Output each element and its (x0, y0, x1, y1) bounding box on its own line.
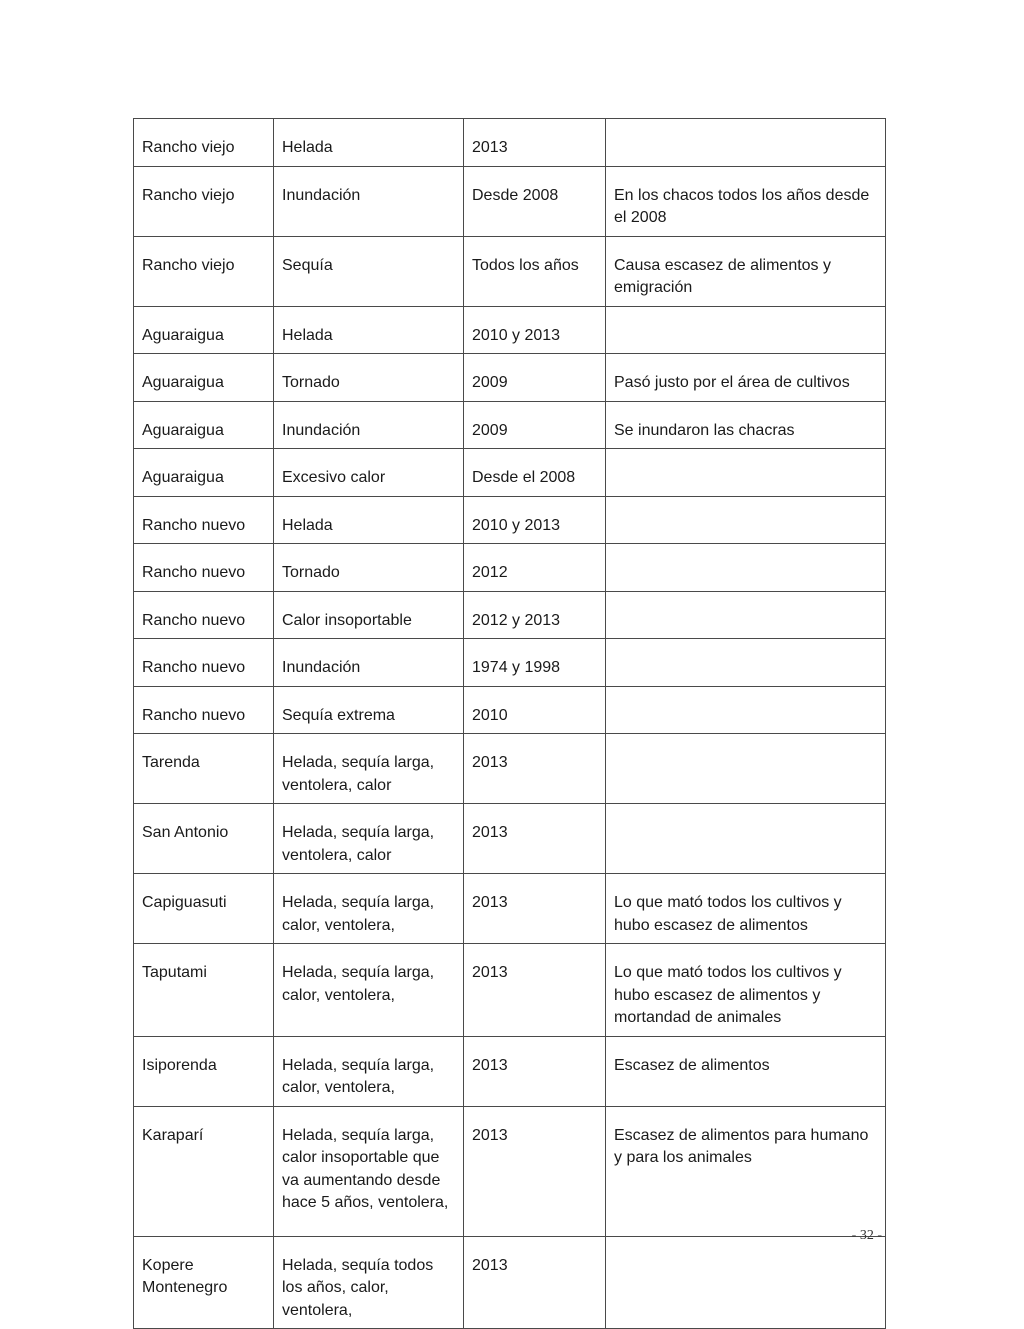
year-cell: 2013 (464, 874, 606, 944)
table-row (134, 401, 886, 449)
climate-events-table (133, 118, 886, 1329)
event-cell: Helada, sequía larga, ventolera, calor (274, 734, 464, 804)
event-cell: Helada, sequía larga, calor, ventolera, (274, 874, 464, 944)
event-cell: Helada (274, 306, 464, 354)
impact-cell (606, 734, 886, 804)
year-cell: 2013 (464, 119, 606, 167)
impact-cell (606, 804, 886, 874)
event-cell: Helada, sequía larga, calor, ventolera, (274, 1036, 464, 1106)
table-row (134, 686, 886, 734)
year-cell: 2009 (464, 354, 606, 402)
table-row (134, 544, 886, 592)
event-cell: Sequía (274, 236, 464, 306)
event-cell: Sequía extrema (274, 686, 464, 734)
impact-cell: Escasez de alimentos para humano y para los animales (606, 1106, 886, 1236)
table-row (134, 944, 886, 1037)
event-cell: Tornado (274, 354, 464, 402)
impact-cell: Escasez de alimentos (606, 1036, 886, 1106)
community-cell: Rancho viejo (134, 119, 274, 167)
community-cell: Aguaraigua (134, 354, 274, 402)
event-cell: Helada (274, 496, 464, 544)
table-row (134, 639, 886, 687)
event-cell: Excesivo calor (274, 449, 464, 497)
year-cell: 2012 (464, 544, 606, 592)
table-row (134, 449, 886, 497)
impact-cell: Causa escasez de alimentos y emigración (606, 236, 886, 306)
table-row (134, 1036, 886, 1106)
year-cell: 2013 (464, 804, 606, 874)
community-cell: Isiporenda (134, 1036, 274, 1106)
impact-cell: Lo que mató todos los cultivos y hubo escasez de alimentos y mortandad de animales (606, 944, 886, 1037)
event-cell: Helada, sequía larga, calor insoportable que va aumentando desde hace 5 años, ventolera, (274, 1106, 464, 1236)
year-cell: Todos los años (464, 236, 606, 306)
table-row (134, 874, 886, 944)
event-cell: Tornado (274, 544, 464, 592)
community-cell: San Antonio (134, 804, 274, 874)
table-row (134, 306, 886, 354)
table-row (134, 236, 886, 306)
table-row (134, 804, 886, 874)
table-row (134, 496, 886, 544)
impact-cell (606, 496, 886, 544)
community-cell: Aguaraigua (134, 449, 274, 497)
community-cell: Rancho viejo (134, 166, 274, 236)
year-cell: 2009 (464, 401, 606, 449)
page-number: - 32 - (851, 1228, 882, 1243)
impact-cell (606, 639, 886, 687)
year-cell: 2012 y 2013 (464, 591, 606, 639)
community-cell: Rancho nuevo (134, 591, 274, 639)
table-row (134, 734, 886, 804)
year-cell: 2013 (464, 1236, 606, 1329)
impact-cell: Pasó justo por el área de cultivos (606, 354, 886, 402)
community-cell: Rancho nuevo (134, 496, 274, 544)
community-cell: Rancho nuevo (134, 686, 274, 734)
year-cell: 2013 (464, 1036, 606, 1106)
table-row (134, 354, 886, 402)
community-cell: Rancho viejo (134, 236, 274, 306)
year-cell: 2013 (464, 944, 606, 1037)
event-cell: Helada, sequía todos los años, calor, ventolera, (274, 1236, 464, 1329)
year-cell: 2013 (464, 1106, 606, 1236)
event-cell: Helada, sequía larga, ventolera, calor (274, 804, 464, 874)
impact-cell (606, 306, 886, 354)
community-cell: Aguaraigua (134, 306, 274, 354)
table-row (134, 119, 886, 167)
year-cell: 2010 (464, 686, 606, 734)
community-cell: Kopere Montenegro (134, 1236, 274, 1329)
impact-cell (606, 686, 886, 734)
event-cell: Inundación (274, 639, 464, 687)
impact-cell (606, 544, 886, 592)
community-cell: Rancho nuevo (134, 544, 274, 592)
event-cell: Helada (274, 119, 464, 167)
table-body (134, 119, 886, 1329)
community-cell: Taputami (134, 944, 274, 1037)
impact-cell (606, 449, 886, 497)
year-cell: 2013 (464, 734, 606, 804)
community-cell: Capiguasuti (134, 874, 274, 944)
event-cell: Calor insoportable (274, 591, 464, 639)
community-cell: Tarenda (134, 734, 274, 804)
year-cell: 2010 y 2013 (464, 496, 606, 544)
year-cell: 1974 y 1998 (464, 639, 606, 687)
event-cell: Helada, sequía larga, calor, ventolera, (274, 944, 464, 1037)
community-cell: Karaparí (134, 1106, 274, 1236)
community-cell: Aguaraigua (134, 401, 274, 449)
table-row (134, 1106, 886, 1236)
impact-cell (606, 591, 886, 639)
year-cell: Desde el 2008 (464, 449, 606, 497)
impact-cell: Lo que mató todos los cultivos y hubo escasez de alimentos (606, 874, 886, 944)
impact-cell: En los chacos todos los años desde el 2008 (606, 166, 886, 236)
year-cell: Desde 2008 (464, 166, 606, 236)
impact-cell (606, 1236, 886, 1329)
event-cell: Inundación (274, 401, 464, 449)
community-cell: Rancho nuevo (134, 639, 274, 687)
table-row (134, 166, 886, 236)
impact-cell (606, 119, 886, 167)
year-cell: 2010 y 2013 (464, 306, 606, 354)
event-cell: Inundación (274, 166, 464, 236)
table-row (134, 1236, 886, 1329)
table-row (134, 591, 886, 639)
impact-cell: Se inundaron las chacras (606, 401, 886, 449)
